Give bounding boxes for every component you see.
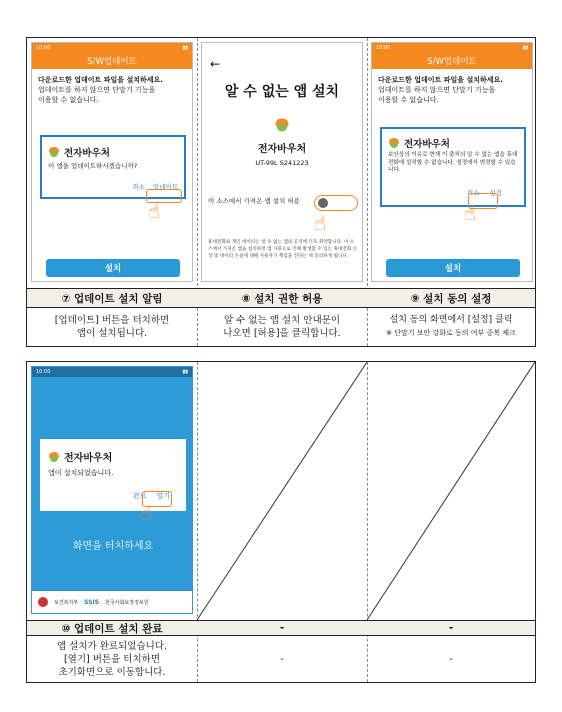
step-description: [업데이트] 버튼을 터치하면 앱이 설치됩니다. [54,315,170,339]
bottom-table [26,361,536,683]
ministry-logo-icon [38,597,48,607]
phone-screenshot-update-prompt [31,42,193,282]
app-title: S/W업데이트 [32,53,192,69]
install-button[interactable]: 설치 [386,259,520,277]
dialog-app-name: 전자바우처 [64,148,110,159]
empty-cell-diagonal [197,362,367,620]
update-button[interactable]: 업데이트 [152,183,178,191]
step-description: - [449,653,453,665]
warning-text: 휴대전화와 개인 데이터는 알 수 없는 앱의 공격에 더욱 취약합니다. 이 소스에서 가져온 앱을 설치하면 앱 사용으로 인해 발생할 수 있는 휴대전화 손상 및 데이터 손실에 대해 사용자가 책임을 진다는 데 동의하게 됩니다. [208,240,358,259]
app-name: 전자바우처 [257,144,307,155]
allow-setting-label: 이 소스에서 가져온 앱 설치 허용 [208,197,300,205]
step-caption: ⑩ 업데이트 설치 완료 [27,620,197,636]
instruction-text: 다운로드한 업데이트 파일을 설치하세요. [378,76,503,84]
app-icon [274,119,290,132]
ssis-logo-icon: SSIS [84,598,100,606]
footer-logos [32,591,193,613]
status-bar: 10:00 ▮▮ [372,43,532,53]
step-description: 설치 동의 화면에서 [설정] 클릭 ※ 단말기 보안 강화로 동의 여부 중복 체크 [386,315,516,337]
phone-screenshot-install-complete [31,366,193,614]
step-caption: - [367,620,535,636]
footer-org-2: 한국사회보장정보원 [105,599,149,606]
cancel-button[interactable]: 취소 [466,189,480,197]
pointer-hand-icon: ☝ [464,201,477,225]
step-caption: ⑧ 설치 권한 허용 [197,288,367,308]
dialog-app-name: 전자바우처 [64,453,113,464]
instruction-text: 이용할 수 없습니다. [378,96,439,104]
step-description: 앱 설치가 완료되었습니다. [열기] 버튼을 터치하면 초기화면으로 이동합니다. [56,640,167,678]
settings-button[interactable]: 설정 [489,189,502,197]
pointer-hand-icon: ☝ [314,211,327,235]
instruction-text: 업데이트를 하지 않으면 단말기 기능을 [38,86,156,94]
top-table [26,37,536,347]
phone-screenshot-unknown-apps [201,42,363,282]
app-icon [48,452,60,462]
footer-org-1: 보건복지부 [54,599,79,606]
step-caption: ⑨ 설치 동의 설정 [367,288,535,308]
step-description: - [280,653,284,665]
page-heading: 알 수 없는 앱 설치 [224,84,340,100]
allow-toggle[interactable] [314,195,358,211]
phone-screenshot-install-consent [371,42,533,282]
pointer-hand-icon: ☝ [140,501,153,525]
status-bar: 10:00 ▮▮ [32,367,192,377]
app-icon [388,138,400,148]
touch-screen-prompt: 화면을 터치하세요 [72,541,154,552]
app-title: S/W업데이트 [372,53,532,69]
instruction-text: 다운로드한 업데이트 파일을 설치하세요. [38,76,163,84]
app-version: UT-99L S241223 [255,159,309,167]
step-caption: - [197,620,367,636]
dialog-body: 보안상의 이유로 현재 이 출처의 알 수 없는 앱을 휴대전화에 설치할 수 없습니다. 설정에서 변경할 수 있습니다. [388,152,518,173]
app-icon [48,147,60,157]
done-button[interactable]: 완료 [132,492,147,500]
instruction-text: 이용할 수 없습니다. [38,96,99,104]
dialog-app-name: 전자바우처 [404,139,450,150]
dialog-message: 앱이 설치되었습니다. [48,469,114,477]
back-arrow-icon[interactable]: ← [210,57,221,71]
cancel-button[interactable]: 취소 [132,183,145,191]
step-description: 알 수 없는 앱 설치 안내문이 나오면 [허용]을 클릭합니다. [223,315,341,339]
instruction-text: 업데이트를 하지 않으면 단말기 기능을 [378,86,496,94]
security-dialog [380,127,526,207]
install-button[interactable]: 설치 [46,259,180,277]
status-bar: 10:00 ▮▮ [32,43,192,53]
dialog-question: 이 앱을 업데이트하시겠습니까? [48,162,138,170]
pointer-hand-icon: ☝ [148,199,161,223]
empty-cell-diagonal [367,362,537,620]
step-caption: ⑦ 업데이트 설치 알림 [27,288,197,308]
open-button[interactable]: 열기 [156,492,170,500]
